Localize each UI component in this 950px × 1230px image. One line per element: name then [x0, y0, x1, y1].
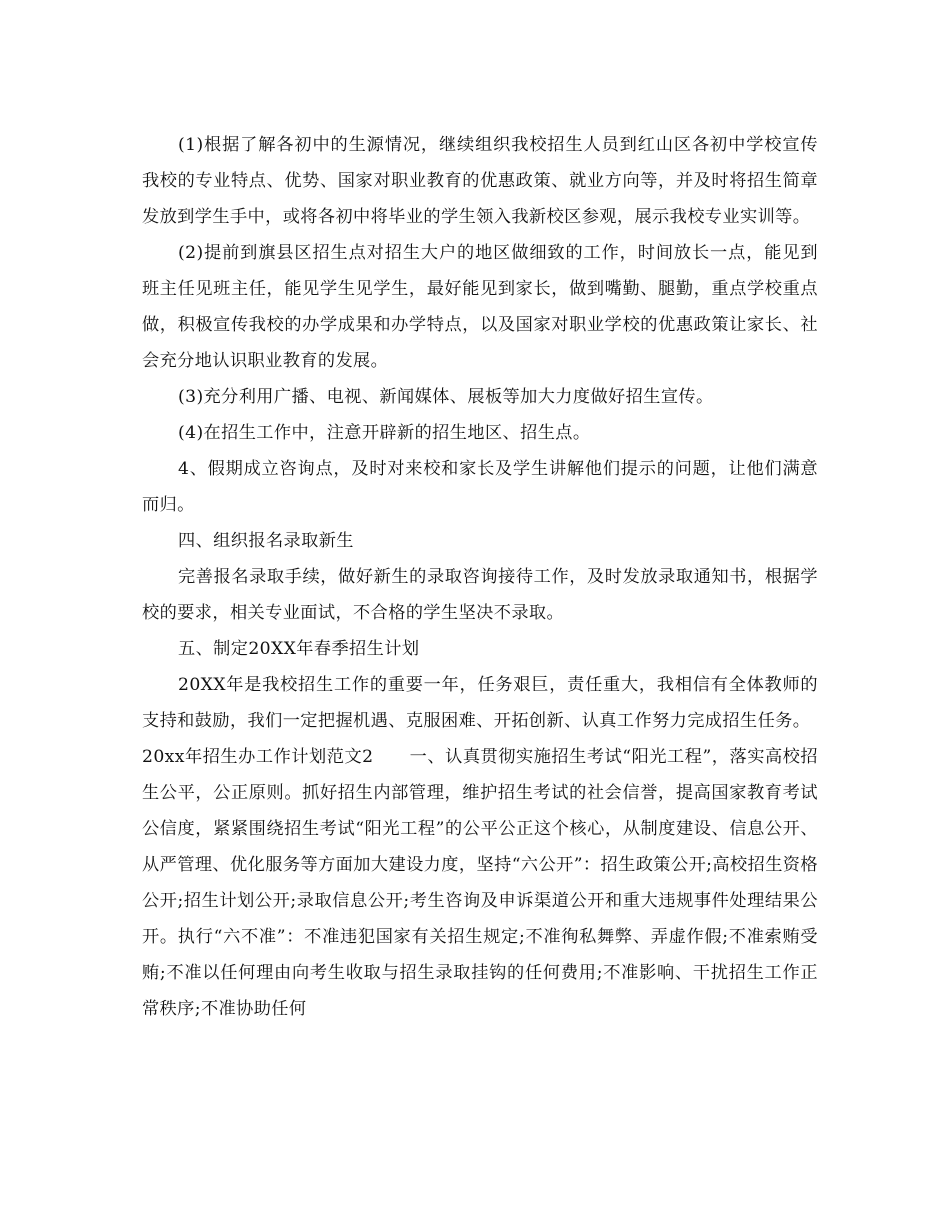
- paragraph-9: 20XX年是我校招生工作的重要一年，任务艰巨，责任重大，我相信有全体教师的支持和鼓励，我们一定把握机遇、克服困难、开拓创新、认真工作努力完成招生任务。: [142, 675, 818, 731]
- section-heading-4: 四、组织报名录取新生: [178, 531, 354, 551]
- section2-title: 20xx年招生办工作计划范文2: [142, 747, 374, 767]
- paragraph-4: (4)在招生工作中，注意开辟新的招生地区、招生点。: [178, 423, 591, 443]
- paragraph-5: 4、假期成立咨询点，及时对来校和家长及学生讲解他们提示的问题，让他们满意而归。: [142, 459, 818, 515]
- paragraph-7: 完善报名录取手续，做好新生的录取咨询接待工作，及时发放录取通知书，根据学校的要求，相关专业面试，不合格的学生坚决不录取。: [142, 567, 818, 623]
- section2-text: 一、认真贯彻实施招生考试“阳光工程”，落实高校招生公平，公正原则。抓好招生内部管理，维护招生考试的社会信誉，提高国家教育考试公信度，紧紧围绕招生考试“阳光工程”的公平公正这个核心，从制度建设、信息公开、从严管理、优化服务等方面加大建设力度，坚持“六公开”：招生政策公开;高校招生资格公开;招生计划公开;录取信息公开;考生咨询及申诉渠道公开和重大违规事件处理结果公开。执行“六不准”：不准违犯国家有关招生规定;不准徇私舞弊、弄虚作假;不准索贿受贿;不准以任何理由向考生收取与招生录取挂钩的任何费用;不准影响、干扰招生工作正常秩序;不准协助任何: [142, 747, 818, 1019]
- document-body: [142, 127, 818, 1027]
- paragraph-3: (3)充分利用广播、电视、新闻媒体、展板等加大力度做好招生宣传。: [178, 387, 714, 407]
- paragraph-2: (2)提前到旗县区招生点对招生大户的地区做细致的工作，时间放长一点，能见到班主任见班主任，能见学生见学生，最好能见到家长，做到嘴勤、腿勤，重点学校重点做，积极宣传我校的办学成果和办学特点，以及国家对职业学校的优惠政策让家长、社会充分地认识职业教育的发展。: [142, 243, 818, 371]
- section-heading-5: 五、制定20XX年春季招生计划: [178, 639, 420, 659]
- section2-paragraph: [142, 739, 818, 1027]
- paragraph-1: (1)根据了解各初中的生源情况，继续组织我校招生人员到红山区各初中学校宣传我校的专业特点、优势、国家对职业教育的优惠政策、就业方向等，并及时将招生简章发放到学生手中，或将各初中将毕业的学生领入我新校区参观，展示我校专业实训等。: [142, 135, 818, 227]
